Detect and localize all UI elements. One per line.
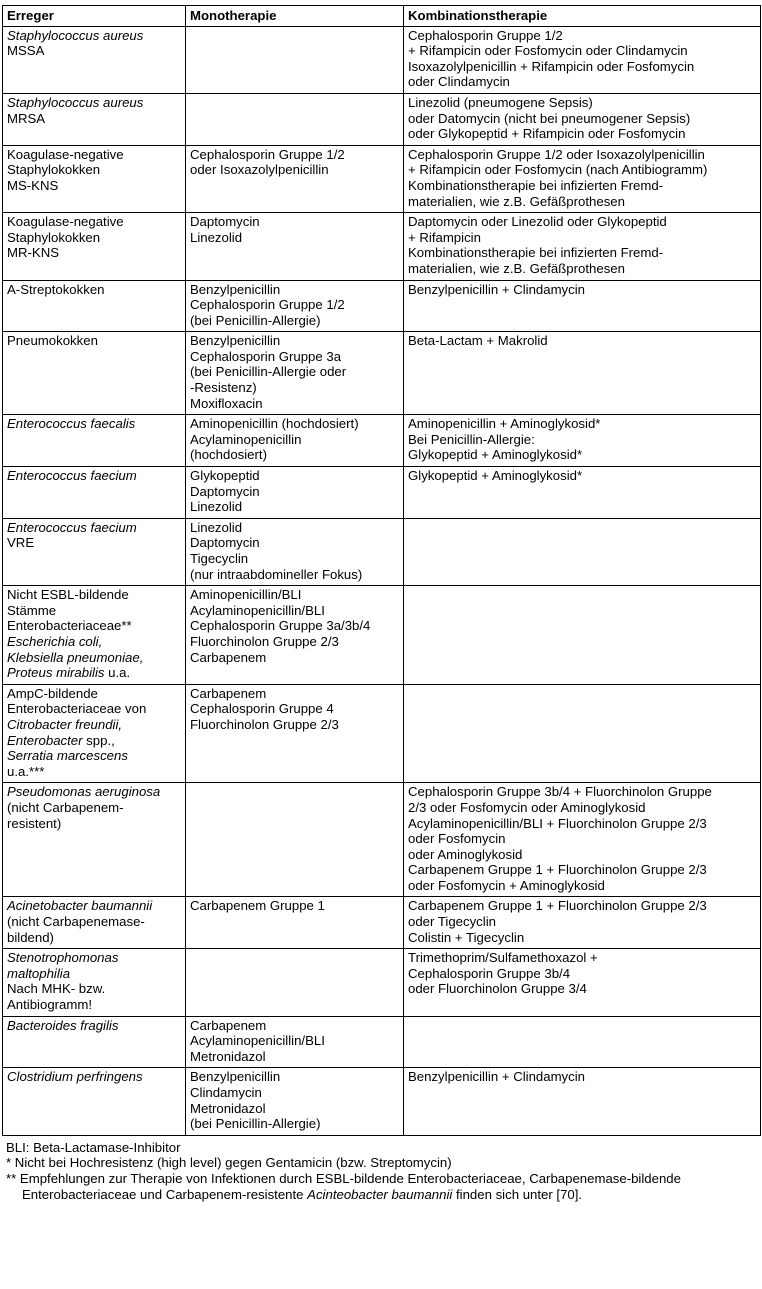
cell-erreger	[3, 280, 186, 332]
kombinationstherapie-line: oder Fosfomycin + Aminoglykosid	[408, 877, 605, 893]
erreger-line	[7, 587, 181, 603]
monotherapie-line: (nur intraabdomineller Fokus)	[190, 566, 363, 582]
table-row	[3, 518, 761, 585]
kombinationstherapie-line: Isoxazolylpenicillin + Rifampicin oder Fosfomycin	[408, 58, 695, 74]
kombinationstherapie-line: 2/3 oder Fosfomycin oder Aminoglykosid	[408, 799, 646, 815]
cell-kombinationstherapie	[404, 93, 761, 145]
cell-erreger	[3, 518, 186, 585]
cell-erreger	[3, 145, 186, 212]
table-row	[3, 949, 761, 1016]
monotherapie-line: Daptomycin	[190, 214, 260, 230]
table-row	[3, 145, 761, 212]
erreger-line	[7, 111, 181, 127]
organism-name: Proteus mirabilis	[7, 665, 105, 681]
kombinationstherapie-line: Cephalosporin Gruppe 1/2 oder Isoxazolylpenicillin	[408, 146, 705, 162]
monotherapie-line: (bei Penicillin-Allergie)	[190, 312, 321, 328]
erreger-line	[7, 468, 181, 484]
monotherapie-line: (bei Penicillin-Allergie oder	[190, 364, 347, 380]
cell-monotherapie	[186, 415, 404, 467]
cell-kombinationstherapie	[404, 280, 761, 332]
monotherapie-line: oder Isoxazolylpenicillin	[190, 162, 329, 178]
table-row	[3, 280, 761, 332]
monotherapie-line: Carbapenem	[190, 685, 267, 701]
footnote-text: finden sich unter [70].	[452, 1186, 583, 1202]
erreger-line	[7, 28, 181, 44]
erreger-text: Staphylokokken	[7, 229, 101, 245]
erreger-text: MRSA	[7, 110, 46, 126]
erreger-text: Enterobacteriaceae von	[7, 701, 147, 717]
erreger-text: bildend)	[7, 929, 54, 945]
monotherapie-line: Carbapenem	[190, 1017, 267, 1033]
erreger-text: Koagulase-negative	[7, 214, 124, 230]
cell-kombinationstherapie	[404, 1016, 761, 1068]
kombinationstherapie-line: oder Fluorchinolon Gruppe 3/4	[408, 981, 587, 997]
monotherapie-line: Benzylpenicillin	[190, 333, 281, 349]
monotherapie-line: Cephalosporin Gruppe 1/2	[190, 146, 345, 162]
organism-name: Klebsiella pneumoniae,	[7, 649, 144, 665]
kombinationstherapie-line: Cephalosporin Gruppe 1/2	[408, 27, 563, 43]
cell-monotherapie	[186, 684, 404, 783]
erreger-line	[7, 966, 181, 982]
erreger-text: MS-KNS	[7, 177, 59, 193]
monotherapie-line: Acylaminopenicillin/BLI	[190, 602, 325, 618]
organism-name: Serratia marcescens	[7, 748, 128, 764]
monotherapie-line: Moxifloxacin	[190, 395, 263, 411]
monotherapie-line: Benzylpenicillin	[190, 281, 281, 297]
erreger-line	[7, 214, 181, 230]
erreger-line	[7, 914, 181, 930]
monotherapie-line: Cephalosporin Gruppe 1/2	[190, 297, 345, 313]
erreger-line	[7, 717, 181, 733]
erreger-line	[7, 333, 181, 349]
erreger-text: Staphylokokken	[7, 162, 101, 178]
cell-kombinationstherapie	[404, 26, 761, 93]
table-row	[3, 684, 761, 783]
cell-monotherapie	[186, 93, 404, 145]
table-row	[3, 897, 761, 949]
monotherapie-line: Benzylpenicillin	[190, 1069, 281, 1085]
organism-name: Enterococcus faecium	[7, 519, 137, 535]
erreger-text: Pneumokokken	[7, 333, 98, 349]
erreger-text: u.a.	[104, 665, 131, 681]
table-row	[3, 783, 761, 897]
monotherapie-line: Linezolid	[190, 519, 243, 535]
cell-kombinationstherapie	[404, 332, 761, 415]
organism-name: maltophilia	[7, 965, 71, 981]
monotherapie-line: Cephalosporin Gruppe 3a	[190, 348, 342, 364]
kombinationstherapie-line: materialien, wie z.B. Gefäßprothesen	[408, 193, 625, 209]
erreger-text: spp.,	[82, 732, 115, 748]
cell-kombinationstherapie	[404, 415, 761, 467]
erreger-text: resistent)	[7, 815, 62, 831]
erreger-line	[7, 282, 181, 298]
organism-name: Bacteroides fragilis	[7, 1017, 119, 1033]
monotherapie-line: Daptomycin	[190, 535, 260, 551]
footnote-italic-organism: Acinteobacter baumannii	[307, 1186, 453, 1202]
cell-kombinationstherapie	[404, 897, 761, 949]
kombinationstherapie-line: Benzylpenicillin + Clindamycin	[408, 1069, 586, 1085]
header-kombinationstherapie: Kombinationstherapie	[404, 6, 761, 27]
cell-monotherapie	[186, 783, 404, 897]
kombinationstherapie-line: Glykopeptid + Aminoglykosid*	[408, 447, 583, 463]
cell-erreger	[3, 467, 186, 519]
monotherapie-line: Linezolid	[190, 229, 243, 245]
cell-monotherapie	[186, 213, 404, 280]
kombinationstherapie-line: + Rifampicin oder Fosfomycin oder Clindamycin	[408, 43, 688, 59]
erreger-line	[7, 898, 181, 914]
erreger-text: Nach MHK- bzw.	[7, 981, 106, 997]
erreger-line	[7, 1018, 181, 1034]
footnote-double-star-line1: ** Empfehlungen zur Therapie von Infektionen durch ESBL-bildende Enterobacteriaceae, Carbapenemase-bildende	[6, 1170, 681, 1186]
kombinationstherapie-line: Carbapenem Gruppe 1 + Fluorchinolon Gruppe 2/3	[408, 862, 707, 878]
erreger-line	[7, 618, 181, 634]
erreger-line	[7, 686, 181, 702]
cell-erreger	[3, 1068, 186, 1135]
erreger-line	[7, 981, 181, 997]
erreger-line	[7, 520, 181, 536]
cell-erreger	[3, 26, 186, 93]
kombinationstherapie-line: oder Clindamycin	[408, 74, 510, 90]
monotherapie-line: Cephalosporin Gruppe 4	[190, 701, 334, 717]
erreger-text: u.a.***	[7, 763, 45, 779]
table-row	[3, 467, 761, 519]
erreger-text: (nicht Carbapenem-	[7, 799, 124, 815]
kombinationstherapie-line: materialien, wie z.B. Gefäßprothesen	[408, 260, 625, 276]
organism-name: Citrobacter freundii,	[7, 716, 123, 732]
kombinationstherapie-line: oder Fosfomycin	[408, 831, 506, 847]
kombinationstherapie-line: Acylaminopenicillin/BLI + Fluorchinolon Gruppe 2/3	[408, 815, 707, 831]
erreger-line	[7, 701, 181, 717]
cell-monotherapie	[186, 586, 404, 685]
monotherapie-line: Daptomycin	[190, 483, 260, 499]
table-body	[3, 26, 761, 1135]
monotherapie-line: Carbapenem	[190, 649, 267, 665]
cell-erreger	[3, 1016, 186, 1068]
erreger-line	[7, 764, 181, 780]
erreger-line	[7, 634, 181, 650]
erreger-line	[7, 178, 181, 194]
erreger-line	[7, 95, 181, 111]
erreger-line	[7, 230, 181, 246]
erreger-line	[7, 930, 181, 946]
kombinationstherapie-line: oder Aminoglykosid	[408, 846, 523, 862]
cell-kombinationstherapie	[404, 1068, 761, 1135]
cell-monotherapie	[186, 518, 404, 585]
table-row	[3, 1068, 761, 1135]
organism-name: Clostridium perfringens	[7, 1069, 143, 1085]
erreger-line	[7, 43, 181, 59]
cell-kombinationstherapie	[404, 586, 761, 685]
monotherapie-line: Acylaminopenicillin/BLI	[190, 1033, 325, 1049]
header-monotherapie: Monotherapie	[186, 6, 404, 27]
footnotes	[2, 1136, 760, 1202]
erreger-text: AmpC-bildende	[7, 685, 98, 701]
footnote-text: Enterobacteriaceae und Carbapenem-resistente	[22, 1186, 308, 1202]
cell-kombinationstherapie	[404, 518, 761, 585]
kombinationstherapie-line: Trimethoprim/Sulfamethoxazol +	[408, 950, 598, 966]
cell-erreger	[3, 332, 186, 415]
organism-name: Stenotrophomonas	[7, 950, 119, 966]
cell-monotherapie	[186, 280, 404, 332]
cell-kombinationstherapie	[404, 145, 761, 212]
organism-name: Enterococcus faecalis	[7, 416, 136, 432]
kombinationstherapie-line: Carbapenem Gruppe 1 + Fluorchinolon Gruppe 2/3	[408, 898, 707, 914]
erreger-line	[7, 650, 181, 666]
erreger-line	[7, 1069, 181, 1085]
monotherapie-line: Acylaminopenicillin	[190, 431, 302, 447]
erreger-line	[7, 245, 181, 261]
kombinationstherapie-line: Aminopenicillin + Aminoglykosid*	[408, 416, 601, 432]
header-erreger: Erreger	[3, 6, 186, 27]
kombinationstherapie-line: Cephalosporin Gruppe 3b/4 + Fluorchinolon Gruppe	[408, 784, 712, 800]
erreger-line	[7, 603, 181, 619]
erreger-line	[7, 748, 181, 764]
erreger-text: MSSA	[7, 43, 45, 59]
cell-kombinationstherapie	[404, 684, 761, 783]
monotherapie-line: (bei Penicillin-Allergie)	[190, 1116, 321, 1132]
footnote-single-star: * Nicht bei Hochresistenz (high level) gegen Gentamicin (bzw. Streptomycin)	[6, 1155, 452, 1171]
erreger-line	[7, 147, 181, 163]
monotherapie-line: Fluorchinolon Gruppe 2/3	[190, 716, 339, 732]
monotherapie-line: Cephalosporin Gruppe 3a/3b/4	[190, 618, 371, 634]
cell-monotherapie	[186, 332, 404, 415]
kombinationstherapie-line: Cephalosporin Gruppe 3b/4	[408, 965, 571, 981]
cell-monotherapie	[186, 26, 404, 93]
erreger-line	[7, 816, 181, 832]
cell-erreger	[3, 897, 186, 949]
table-row	[3, 213, 761, 280]
cell-kombinationstherapie	[404, 467, 761, 519]
footnote-bli: BLI: Beta-Lactamase-Inhibitor	[6, 1139, 181, 1155]
monotherapie-line: Glykopeptid	[190, 468, 260, 484]
erreger-text: Stämme	[7, 602, 57, 618]
erreger-line	[7, 800, 181, 816]
organism-name: Staphylococcus aureus	[7, 27, 144, 43]
cell-monotherapie	[186, 467, 404, 519]
cell-monotherapie	[186, 1068, 404, 1135]
monotherapie-line: -Resistenz)	[190, 380, 257, 396]
organism-name: Enterococcus faecium	[7, 468, 137, 484]
monotherapie-line: Clindamycin	[190, 1085, 262, 1100]
cell-monotherapie	[186, 1016, 404, 1068]
organism-name: Staphylococcus aureus	[7, 94, 144, 110]
kombinationstherapie-line: + Rifampicin	[408, 229, 481, 245]
erreger-text: Antibiogramm!	[7, 997, 93, 1013]
erreger-text: MR-KNS	[7, 245, 60, 261]
kombinationstherapie-line: Glykopeptid + Aminoglykosid*	[408, 468, 583, 484]
erreger-text: Nicht ESBL-bildende	[7, 587, 129, 603]
cell-erreger	[3, 684, 186, 783]
kombinationstherapie-line: + Rifampicin oder Fosfomycin (nach Antibiogramm)	[408, 162, 708, 178]
monotherapie-line: Aminopenicillin/BLI	[190, 587, 302, 603]
table-row	[3, 332, 761, 415]
kombinationstherapie-line: Kombinationstherapie bei infizierten Fremd-	[408, 177, 664, 193]
kombinationstherapie-line: Daptomycin oder Linezolid oder Glykopeptid	[408, 214, 667, 230]
cell-erreger	[3, 93, 186, 145]
erreger-line	[7, 665, 181, 681]
organism-name: Acinetobacter baumannii	[7, 898, 153, 914]
cell-erreger	[3, 949, 186, 1016]
cell-monotherapie	[186, 145, 404, 212]
erreger-line	[7, 733, 181, 749]
kombinationstherapie-line: Beta-Lactam + Makrolid	[408, 333, 548, 349]
monotherapie-line: Metronidazol	[190, 1100, 266, 1116]
table-row	[3, 1016, 761, 1068]
cell-erreger	[3, 213, 186, 280]
cell-monotherapie	[186, 897, 404, 949]
organism-name: Escherichia coli,	[7, 633, 103, 649]
erreger-text: (nicht Carbapenemase-	[7, 914, 145, 930]
erreger-text: Koagulase-negative	[7, 146, 124, 162]
erreger-text: Enterobacteriaceae**	[7, 618, 132, 634]
organism-name: Pseudomonas aeruginosa	[7, 784, 161, 800]
kombinationstherapie-line: oder Datomycin (nicht bei pneumogener Sepsis)	[408, 110, 691, 126]
monotherapie-line: Aminopenicillin (hochdosiert)	[190, 416, 359, 432]
kombinationstherapie-line: Bei Penicillin-Allergie:	[408, 431, 535, 447]
monotherapie-line: Tigecyclin	[190, 551, 249, 566]
erreger-line	[7, 162, 181, 178]
erreger-line	[7, 950, 181, 966]
erreger-line	[7, 416, 181, 432]
kombinationstherapie-line: Colistin + Tigecyclin	[408, 929, 525, 945]
cell-kombinationstherapie	[404, 949, 761, 1016]
monotherapie-line: Linezolid	[190, 499, 243, 515]
footnote-double-star-line2	[6, 1187, 758, 1203]
table-row	[3, 93, 761, 145]
monotherapie-line: Carbapenem Gruppe 1	[190, 898, 325, 914]
table-row	[3, 586, 761, 685]
kombinationstherapie-line: Benzylpenicillin + Clindamycin	[408, 281, 586, 297]
cell-erreger	[3, 586, 186, 685]
cell-erreger	[3, 415, 186, 467]
table-row	[3, 26, 761, 93]
organism-name: Enterobacter	[7, 732, 83, 748]
kombinationstherapie-line: oder Glykopeptid + Rifampicin oder Fosfomycin	[408, 126, 686, 142]
erreger-line	[7, 997, 181, 1013]
erreger-text: VRE	[7, 535, 35, 551]
kombinationstherapie-line: oder Tigecyclin	[408, 914, 496, 930]
monotherapie-line: (hochdosiert)	[190, 447, 267, 463]
erreger-line	[7, 784, 181, 800]
cell-kombinationstherapie	[404, 213, 761, 280]
cell-monotherapie	[186, 949, 404, 1016]
erreger-line	[7, 535, 181, 551]
erreger-text: A-Streptokokken	[7, 281, 105, 297]
monotherapie-line: Fluorchinolon Gruppe 2/3	[190, 633, 339, 649]
kombinationstherapie-line: Linezolid (pneumogene Sepsis)	[408, 94, 593, 110]
therapy-table	[2, 5, 761, 1136]
cell-kombinationstherapie	[404, 783, 761, 897]
kombinationstherapie-line: Kombinationstherapie bei infizierten Fremd-	[408, 245, 664, 261]
table-header-row	[3, 6, 761, 27]
table-row	[3, 415, 761, 467]
monotherapie-line: Metronidazol	[190, 1048, 266, 1064]
cell-erreger	[3, 783, 186, 897]
